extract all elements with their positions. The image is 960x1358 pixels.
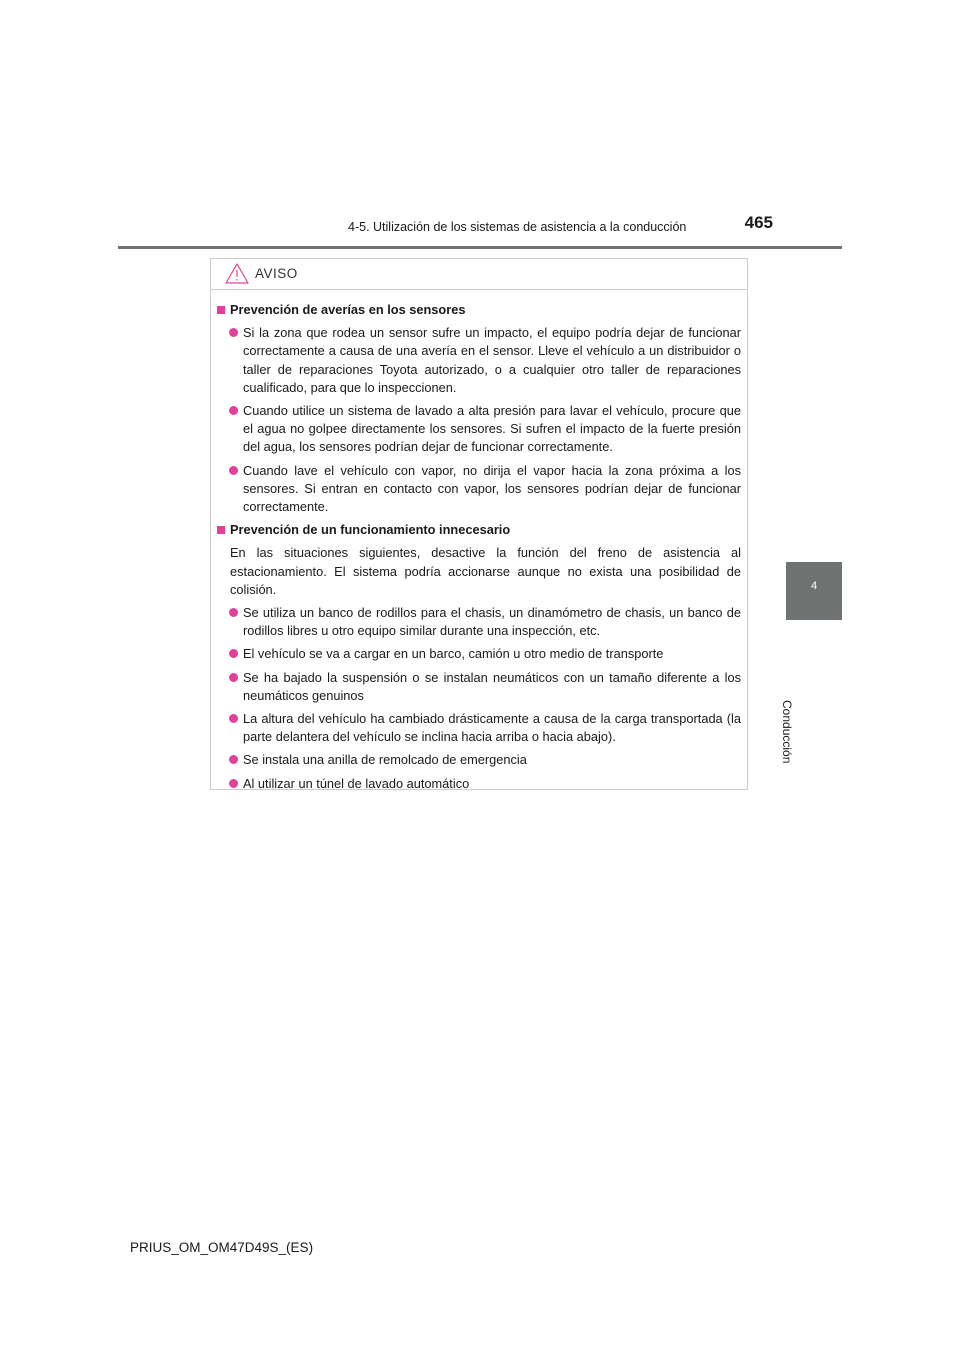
chapter-tab[interactable] (786, 562, 842, 620)
circle-bullet-icon (229, 466, 238, 475)
list-item: Al utilizar un túnel de lavado automático (217, 775, 741, 793)
warning-triangle-icon (225, 263, 249, 284)
circle-bullet-icon (229, 779, 238, 788)
section-intro: En las situaciones siguientes, desactive la función del freno de asistencia al estacionamiento. El sistema podría accionarse aunque no exista una posibilidad de colisión. (230, 545, 741, 597)
circle-bullet-icon (229, 755, 238, 764)
circle-bullet-icon (229, 608, 238, 617)
page-header (118, 214, 842, 249)
section-title: 4-5. Utilización de los sistemas de asistencia a la conducción (348, 220, 687, 234)
circle-bullet-icon (229, 328, 238, 337)
list-item: El vehículo se va a cargar en un barco, camión u otro medio de transporte (217, 645, 741, 663)
square-bullet-icon (217, 306, 225, 314)
document-code: PRIUS_OM_OM47D49S_(ES) (130, 1240, 314, 1255)
circle-bullet-icon (229, 406, 238, 415)
list-item: Si la zona que rodea un sensor sufre un impacto, el equipo podría dejar de funcionar correctamente a causa de una avería en el sensor. Lleve el vehículo a un distribuidor o taller de reparaciones Toyota autorizado, o a cualquier otro taller de reparaciones cualificado, para que lo inspeccionen. (217, 324, 741, 397)
warning-title: AVISO (255, 266, 298, 281)
list-item: Se utiliza un banco de rodillos para el chasis, un dinamómetro de chasis, un banco de rodillos libres u otro equipo similar durante una inspección, etc. (217, 604, 741, 640)
square-bullet-icon (217, 526, 225, 534)
chapter-label: Conducción (780, 700, 794, 764)
warning-header (211, 259, 747, 290)
list-item: La altura del vehículo ha cambiado drásticamente a causa de la carga transportada (la parte delantera del vehículo se inclina hacia arriba o hacia abajo). (217, 710, 741, 746)
page-number: 465 (744, 213, 773, 232)
list-item: Se instala una anilla de remolcado de emergencia (217, 751, 741, 769)
circle-bullet-icon (229, 714, 238, 723)
warning-body (217, 301, 741, 798)
section-heading: Prevención de un funcionamiento innecesario (217, 521, 741, 539)
circle-bullet-icon (229, 673, 238, 682)
warning-box (210, 258, 748, 790)
list-item: Cuando lave el vehículo con vapor, no dirija el vapor hacia la zona próxima a los sensores. Si entran en contacto con vapor, los sensores podrían dejar de funcionar correctamente. (217, 462, 741, 517)
chapter-number: 4 (810, 580, 818, 592)
circle-bullet-icon (229, 649, 238, 658)
list-item: Se ha bajado la suspensión o se instalan neumáticos con un tamaño diferente a los neumáticos genuinos (217, 669, 741, 705)
section-heading: Prevención de averías en los sensores (217, 301, 741, 319)
list-item: Cuando utilice un sistema de lavado a alta presión para lavar el vehículo, procure que el agua no golpee directamente los sensores. Si sufren el impacto de la fuerte presión del agua, los sensores podrían dejar de funcionar correctamente. (217, 402, 741, 457)
